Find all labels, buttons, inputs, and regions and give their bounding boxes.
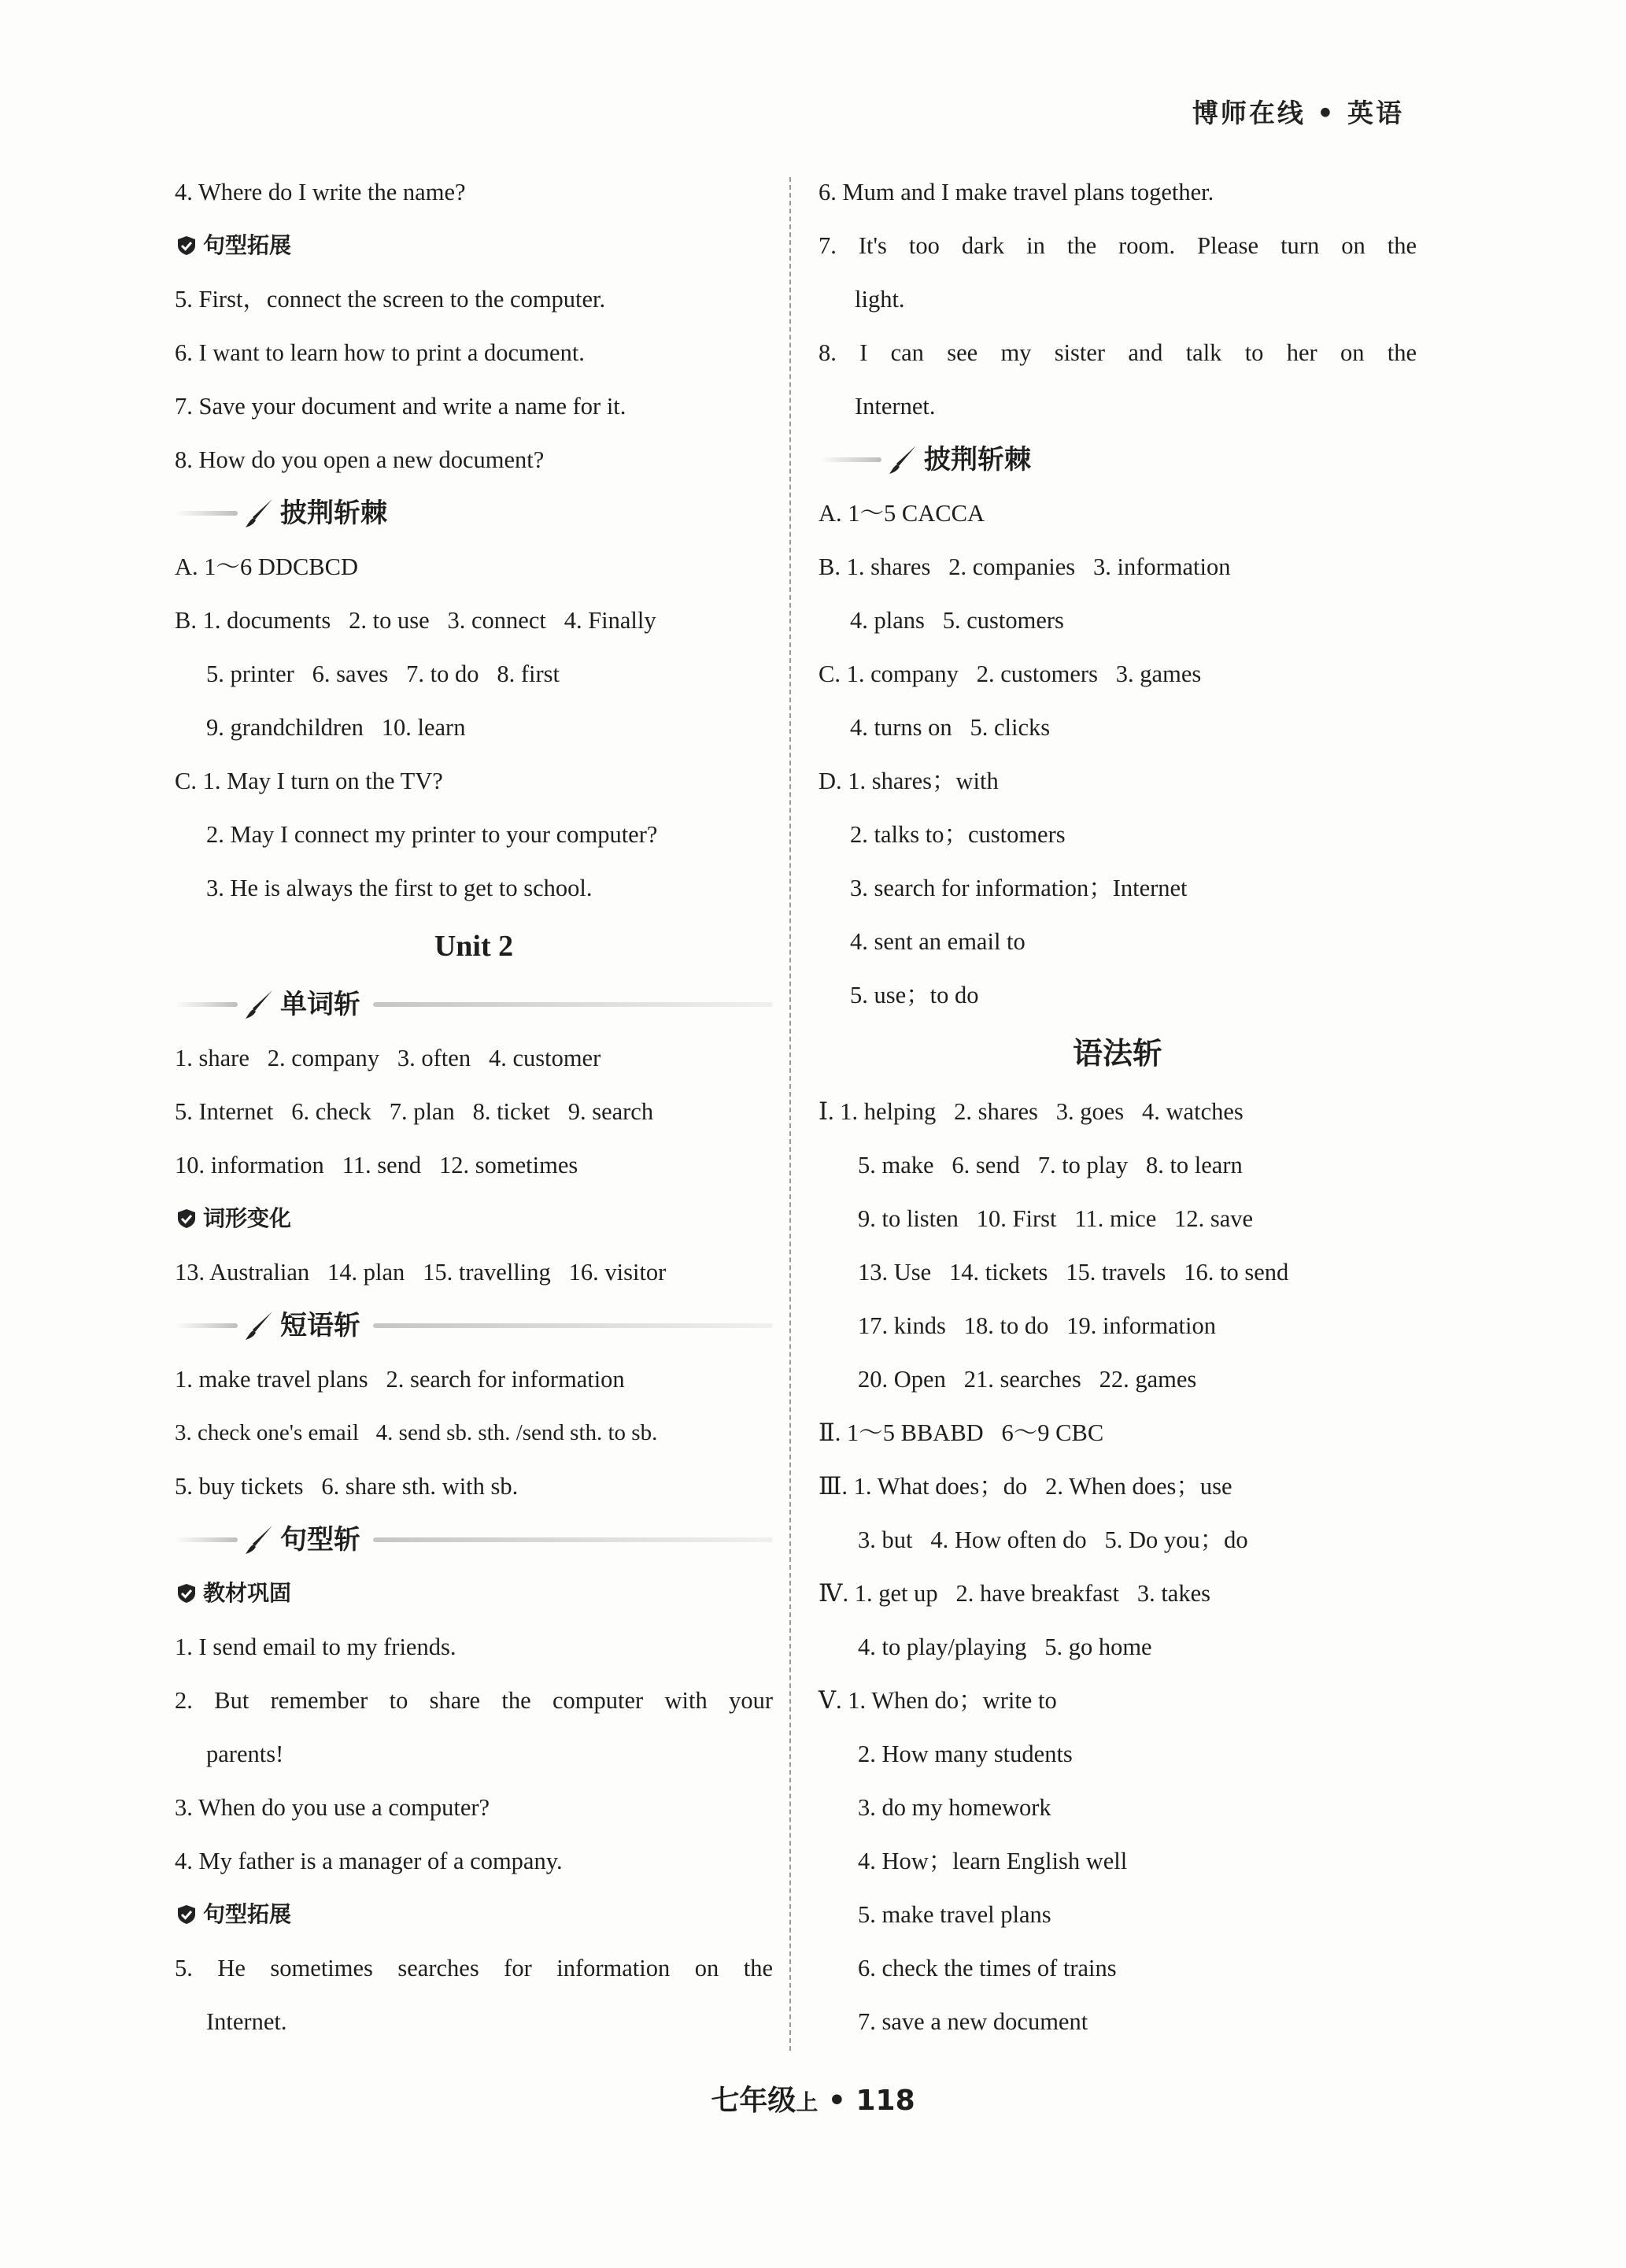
answer-line: 1. I send email to my friends. (175, 1633, 456, 1660)
answer-line: 3. but 4. How often do 5. Do you；do (858, 1526, 1248, 1553)
answer-line: 4. How；learn English well (858, 1848, 1128, 1874)
page-footer (0, 2078, 1626, 2118)
section-banner-title: 句型斩 (280, 1524, 360, 1556)
answer-line: 5. He sometimes searches for information on the (175, 1955, 773, 1981)
term-label: 上 (796, 2089, 819, 2115)
section-banner-title: 单词斩 (280, 989, 360, 1020)
answer-line: A. 1～6 DDCBCD (175, 553, 359, 580)
left-column (175, 165, 773, 2048)
banner-brush-stroke (373, 1537, 773, 1542)
section-banner (175, 978, 773, 1031)
page-number: 118 (855, 2085, 915, 2117)
answer-line: 2. But remember to share the computer with your (175, 1687, 773, 1714)
answer-line: B. 1. documents 2. to use 3. connect 4. Finally (175, 607, 656, 634)
answer-line: 7. save a new document (858, 2008, 1088, 2035)
answer-line: 6. check the times of trains (858, 1955, 1117, 1981)
banner-brush-stroke (373, 1002, 773, 1007)
subsection-heading (175, 219, 773, 272)
right-column (819, 165, 1417, 2048)
banner-brush-stroke (373, 1323, 773, 1328)
answer-line: 2. talks to；customers (850, 821, 1066, 848)
answer-line: 4. plans 5. customers (850, 607, 1064, 634)
section-title: 语法斩 (1072, 1036, 1162, 1071)
banner-brush-stroke (819, 457, 881, 462)
answer-line: 7. Save your document and write a name for it. (175, 393, 626, 420)
section-banner-title: 披荆斩棘 (924, 444, 1031, 475)
answer-line: Ⅳ. 1. get up 2. have breakfast 3. takes (819, 1580, 1210, 1607)
answer-line: 4. My father is a manager of a company. (175, 1848, 563, 1874)
answer-line: B. 1. shares 2. companies 3. information (819, 553, 1231, 580)
answer-line: 5. First，connect the screen to the computer. (175, 286, 606, 313)
section-banner (175, 487, 773, 540)
answer-line: 5. Internet 6. check 7. plan 8. ticket 9. search (175, 1098, 654, 1125)
answer-line: 3. When do you use a computer? (175, 1794, 490, 1821)
subsection-heading (175, 1888, 773, 1941)
answer-line: C. 1. May I turn on the TV? (175, 768, 443, 794)
brush-icon (242, 496, 277, 531)
answer-line: 5. buy tickets 6. share sth. with sb. (175, 1473, 519, 1500)
answer-line: 8. I can see my sister and talk to her on the (819, 339, 1417, 366)
section-banner (175, 1299, 773, 1352)
answer-line: 3. search for information；Internet (850, 875, 1188, 901)
answer-line: 1. make travel plans 2. search for information (175, 1366, 625, 1393)
answer-line: Ⅰ. 1. helping 2. shares 3. goes 4. watches (819, 1098, 1244, 1125)
subsection-heading (175, 1192, 773, 1245)
answer-line: C. 1. company 2. customers 3. games (819, 660, 1202, 687)
answer-line: 3. He is always the first to get to school. (206, 875, 593, 901)
answer-line: Ⅲ. 1. What does；do 2. When does；use (819, 1473, 1232, 1500)
answer-line: 2. May I connect my printer to your computer? (206, 821, 658, 848)
subsection-heading (175, 1567, 773, 1620)
answer-line: 10. information 11. send 12. sometimes (175, 1152, 578, 1178)
brush-icon (242, 1522, 277, 1557)
brush-icon (242, 987, 277, 1022)
answer-line: parents! (206, 1741, 284, 1767)
shield-check-icon (175, 1903, 198, 1926)
banner-brush-stroke (175, 1323, 238, 1328)
subsection-title: 句型拓展 (203, 232, 292, 258)
answer-line: 5. make travel plans (858, 1901, 1051, 1928)
answer-line: 7. It's too dark in the room. Please turn on the (819, 232, 1417, 259)
shield-check-icon (175, 234, 198, 257)
answer-line: 4. sent an email to (850, 928, 1025, 955)
banner-brush-stroke (175, 511, 238, 516)
banner-brush-stroke (175, 1537, 238, 1542)
subsection-title: 词形变化 (203, 1205, 292, 1231)
answer-line: 9. to listen 10. First 11. mice 12. save (858, 1205, 1254, 1232)
answer-line: 1. share 2. company 3. often 4. customer (175, 1045, 601, 1071)
answer-line: 20. Open 21. searches 22. games (858, 1366, 1197, 1393)
answer-line: 5. use；to do (850, 982, 979, 1008)
answer-line: 4. to play/playing 5. go home (858, 1633, 1152, 1660)
answer-line: 5. make 6. send 7. to play 8. to learn (858, 1152, 1243, 1178)
answer-line: 4. Where do I write the name? (175, 179, 466, 205)
section-banner (175, 1513, 773, 1567)
subsection-title: 教材巩固 (203, 1580, 292, 1606)
answer-line: Ⅴ. 1. When do；write to (819, 1687, 1057, 1714)
page-header: 博师在线 • 英语 (1192, 98, 1404, 128)
answer-line: Internet. (206, 2008, 287, 2035)
subsection-title: 句型拓展 (203, 1901, 292, 1927)
answer-line: 8. How do you open a new document? (175, 446, 545, 473)
answer-line: Ⅱ. 1～5 BBABD 6～9 CBC (819, 1419, 1104, 1446)
answer-line: 2. How many students (858, 1741, 1073, 1767)
answer-line: D. 1. shares；with (819, 768, 999, 794)
section-banner-title: 披荆斩棘 (280, 498, 387, 529)
answer-line: 13. Australian 14. plan 15. travelling 16. visitor (175, 1259, 667, 1286)
brush-icon (242, 1308, 277, 1343)
answer-line: 3. check one's email 4. send sb. sth. /send sth. to sb. (175, 1420, 658, 1445)
unit-title: Unit 2 (434, 930, 514, 963)
answer-line: 3. do my homework (858, 1794, 1051, 1821)
footer-dot: • (827, 2085, 846, 2117)
shield-check-icon (175, 1582, 198, 1605)
grade-label: 七年级 (711, 2085, 796, 2117)
answer-line: 13. Use 14. tickets 15. travels 16. to send (858, 1259, 1289, 1286)
column-divider (789, 177, 791, 2051)
answer-line: A. 1～5 CACCA (819, 500, 985, 527)
answer-line: 5. printer 6. saves 7. to do 8. first (206, 660, 560, 687)
answer-line: light. (855, 286, 905, 313)
section-banner (819, 433, 1417, 487)
answer-line: 9. grandchildren 10. learn (206, 714, 466, 741)
brush-icon (886, 442, 921, 477)
answer-line: 6. I want to learn how to print a document. (175, 339, 585, 366)
shield-check-icon (175, 1207, 198, 1230)
banner-brush-stroke (175, 1002, 238, 1007)
answer-line: 6. Mum and I make travel plans together. (819, 179, 1214, 205)
answer-line: 17. kinds 18. to do 19. information (858, 1312, 1216, 1339)
section-banner-title: 短语斩 (280, 1310, 360, 1341)
answer-line: 4. turns on 5. clicks (850, 714, 1051, 741)
answer-line: Internet. (855, 393, 936, 420)
